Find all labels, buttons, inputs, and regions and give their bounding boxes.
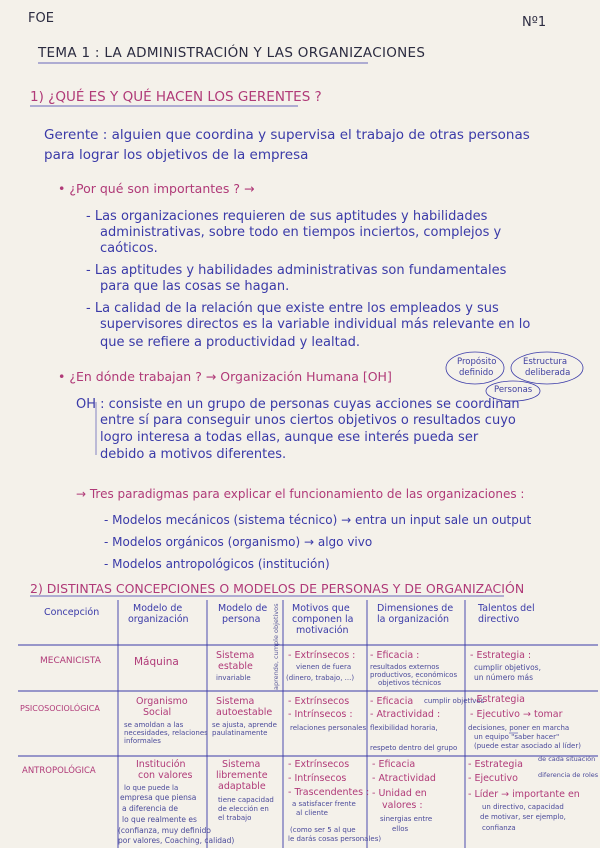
org-model: Organismo — [136, 696, 188, 707]
dimension-note: ellos — [392, 825, 409, 833]
column-header: Concepción — [44, 607, 100, 618]
bullet-line: - La calidad de la relación que existe entre los empleados y sus — [86, 301, 499, 316]
motive-note: a satisfacer frente — [292, 800, 356, 808]
talent: - Estrategia — [468, 759, 523, 770]
talent-note: un equipo "saber hacer" — [474, 733, 560, 741]
talent-note: decisiones, poner en marcha — [468, 724, 570, 732]
org-model: Institución — [136, 759, 186, 770]
bubble-label: Personas — [494, 385, 533, 395]
motive: - Intrínsecos : — [288, 709, 353, 720]
bubble-label: deliberada — [525, 368, 571, 378]
org-model-note: informales — [124, 737, 161, 745]
dimension: - Atractividad — [372, 773, 436, 784]
dimension: - Atractividad : — [370, 709, 441, 720]
bullet-line: administrativas, sobre todo en tiempos inciertos, complejos y — [100, 225, 502, 240]
org-model-note: lo que realmente es — [122, 815, 197, 824]
bullet-line: que se refiere a productividad y lealtad. — [100, 335, 361, 350]
dimension-note: flexibilidad horaria, — [370, 724, 438, 732]
talent-note: un número más — [474, 673, 534, 682]
motive-note: al cliente — [296, 809, 328, 817]
column-header: directivo — [478, 614, 520, 625]
concept-label: MECANICISTA — [40, 656, 101, 666]
org-model-note: se amoldan a las — [124, 721, 184, 729]
bullet-line: supervisores directos es la variable individual más relevante en lo — [100, 317, 531, 332]
side-note: aprende, cumple objetivos — [272, 603, 280, 690]
motive: - Extrínsecos : — [288, 650, 356, 661]
column-header: Modelo de — [218, 603, 268, 614]
talent: - Líder → importante en — [468, 789, 580, 800]
talent-note: cumplir objetivos, — [474, 663, 541, 672]
person-model-note: paulatinamente — [212, 729, 268, 737]
person-model-note: tiene capacidad — [218, 796, 274, 804]
oh-definition: debido a motivos diferentes. — [100, 447, 287, 462]
person-model: Sistema — [216, 696, 255, 707]
talent: - Ejecutivo → tomar — [470, 709, 563, 720]
dimension: - Eficacia — [372, 759, 416, 770]
person-model-note: invariable — [216, 674, 251, 682]
dimension: valores : — [382, 800, 423, 811]
bullet-line: para que las cosas se hagan. — [100, 279, 290, 294]
person-model: autoestable — [216, 707, 273, 718]
concept-label: ANTROPOLÓGICA — [22, 766, 96, 776]
talent-note: de motivar, ser ejemplo, — [480, 813, 566, 821]
question-importance: • ¿Por qué son importantes ? → — [58, 181, 255, 196]
definition-line: para lograr los objetivos de la empresa — [44, 147, 309, 163]
bubble-label: definido — [459, 368, 494, 378]
org-model: con valores — [138, 770, 193, 781]
dimension: - Unidad en — [372, 788, 427, 799]
person-model: Sistema — [222, 759, 261, 770]
person-model-note: de elección en — [218, 805, 269, 813]
bubble-label: Estructura — [523, 357, 568, 367]
motive-note: (dinero, trabajo, ...) — [286, 674, 355, 682]
org-model: Social — [143, 707, 172, 718]
motive-note: relaciones personales — [290, 724, 367, 732]
org-model-note: lo que puede la — [124, 784, 179, 792]
bullet-line: caóticos. — [100, 241, 158, 256]
column-header: componen la — [292, 614, 354, 625]
person-model: Sistema — [216, 650, 255, 661]
person-model: libremente — [216, 770, 268, 781]
dimension-note: objetivos técnicos — [378, 679, 442, 687]
section1-heading: 1) ¿QUÉ ES Y QUÉ HACEN LOS GERENTES ? — [30, 89, 322, 105]
motive-note: (como ser 5 al que — [290, 826, 356, 834]
dimension: - Eficacia — [370, 696, 414, 707]
column-header: motivación — [296, 625, 349, 636]
column-header: Dimensiones de — [377, 603, 454, 614]
definition-line: Gerente : alguien que coordina y supervisa el trabajo de otras personas — [44, 127, 530, 143]
talent: - Estrategia : — [470, 650, 532, 661]
motive: - Intrínsecos — [288, 773, 347, 784]
course-label: FOE — [28, 11, 54, 26]
org-model-note: empresa que piensa — [120, 793, 197, 802]
org-model-note: por valores, Coaching, calidad) — [118, 836, 235, 845]
column-header: persona — [222, 614, 261, 625]
paradigm-item: - Modelos antropológicos (institución) — [104, 557, 330, 571]
dimension-note: respeto dentro del grupo — [370, 744, 458, 752]
talent-note: confianza — [482, 824, 516, 832]
paradigm-item: - Modelos orgánicos (organismo) → algo vivo — [104, 535, 373, 549]
talent-note: diferencia de roles — [538, 771, 599, 779]
page-title: TEMA 1 : LA ADMINISTRACIÓN Y LAS ORGANIZACIONES — [38, 45, 426, 61]
dimension-note: productivos, económicos — [370, 671, 458, 679]
motive: - Trascendentes : — [288, 787, 370, 798]
bubble-label: Propósito — [457, 357, 497, 367]
motive-note: le darás cosas personales) — [288, 835, 382, 843]
person-model-note: el trabajo — [218, 814, 252, 822]
column-header: organización — [128, 614, 189, 625]
column-header: Modelo de — [133, 603, 183, 614]
org-model-note: (confianza, muy definido — [118, 826, 211, 835]
person-model: estable — [218, 661, 253, 672]
section2-heading: 2) DISTINTAS CONCEPCIONES O MODELOS DE PERSONAS Y DE ORGANIZACIÓN — [30, 581, 525, 596]
talent: - Estrategia — [470, 694, 525, 705]
talent-note: de cada situación — [538, 755, 596, 763]
question-where: • ¿En dónde trabajan ? → Organización Humana [OH] — [58, 369, 392, 384]
dimension-note: sinergias entre — [380, 815, 433, 823]
talent-note: un directivo, capacidad — [482, 803, 564, 811]
concept-label: PSICOSOCIOLÓGICA — [20, 704, 100, 713]
dimension-note: resultados externos — [370, 663, 440, 671]
column-header: Motivos que — [292, 603, 350, 614]
oh-definition: entre sí para conseguir unos ciertos objetivos o resultados cuyo — [100, 413, 516, 428]
bullet-line: - Las aptitudes y habilidades administrativas son fundamentales — [86, 263, 507, 278]
person-model-note: se ajusta, aprende — [212, 721, 277, 729]
motive: - Extrínsecos — [288, 696, 350, 707]
paradigm-item: - Modelos mecánicos (sistema técnico) → entra un input sale un output — [104, 513, 532, 527]
dimension-note: cumplir objetivos — [424, 697, 485, 705]
column-header: Talentos del — [478, 603, 535, 614]
bullet-line: - Las organizaciones requieren de sus aptitudes y habilidades — [86, 209, 488, 224]
page-number: Nº1 — [522, 15, 547, 30]
paradigm-title: → Tres paradigmas para explicar el funcionamiento de las organizaciones : — [76, 487, 525, 501]
oh-definition: OH : consiste en un grupo de personas cuyas acciones se coordinan — [76, 397, 520, 412]
person-model: adaptable — [218, 781, 266, 792]
org-model: Máquina — [134, 656, 179, 668]
org-model-note: necesidades, relaciones — [124, 729, 208, 737]
motive: - Extrínsecos — [288, 759, 350, 770]
column-header: la organización — [377, 614, 450, 625]
talent: - Ejecutivo — [468, 773, 518, 784]
org-model-note: a diferencia de — [122, 804, 178, 813]
talent-note: (puede estar asociado al líder) — [474, 742, 581, 750]
dimension: - Eficacia : — [370, 650, 420, 661]
oh-definition: logro interesa a todas ellas, aunque ese interés pueda ser — [100, 430, 479, 445]
motive-note: vienen de fuera — [296, 663, 352, 671]
